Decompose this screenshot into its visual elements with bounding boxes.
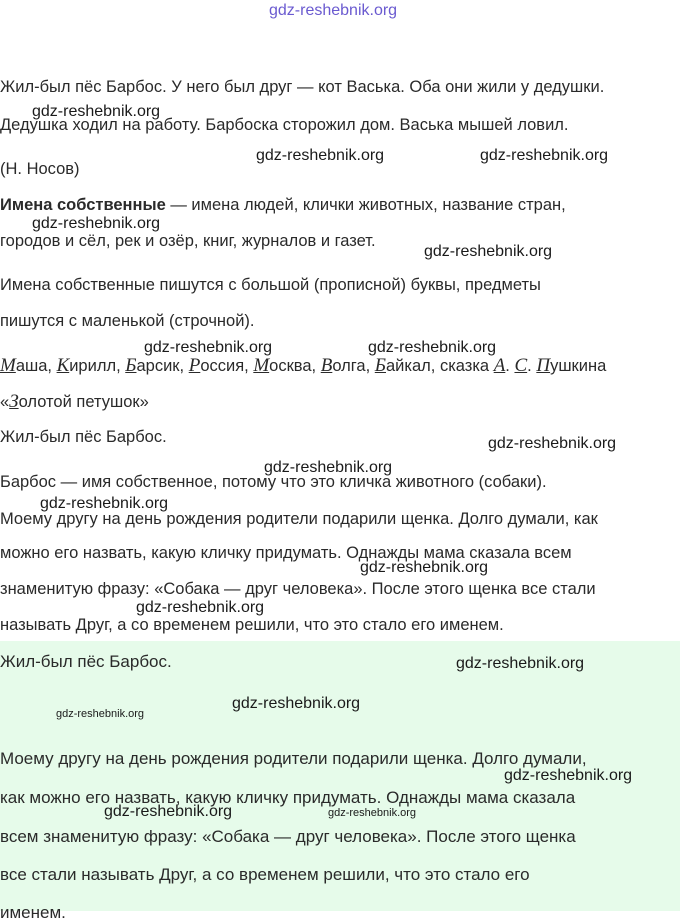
watermark: gdz-reshebnik.org bbox=[328, 807, 417, 819]
handwritten-capital: Р bbox=[188, 355, 201, 376]
text-line-12: Моему другу на день рождения родители подарили щенка. Долго думали, как bbox=[0, 510, 598, 528]
handwritten-capital: А bbox=[493, 355, 506, 376]
text-line-13: можно его назвать, какую кличку придумать. Однажды мама сказала всем bbox=[0, 544, 572, 562]
watermark: gdz-reshebnik.org bbox=[104, 803, 233, 820]
handwritten-capital: К bbox=[56, 355, 70, 376]
watermark: gdz-reshebnik.org bbox=[504, 767, 633, 784]
watermark: gdz-reshebnik.org bbox=[136, 599, 265, 616]
watermark: gdz-reshebnik.org bbox=[360, 559, 489, 576]
author-line: (Н. Носов) bbox=[0, 160, 80, 178]
watermark: gdz-reshebnik.org bbox=[256, 147, 385, 164]
watermark: gdz-reshebnik.org bbox=[368, 339, 497, 356]
answer-line-2: Моему другу на день рождения родители подарили щенка. Долго думали, bbox=[0, 749, 587, 768]
watermark: gdz-reshebnik.org bbox=[488, 435, 617, 452]
answer-line-3: как можно его назвать, какую кличку придумать. Однажды мама сказала bbox=[0, 788, 576, 807]
definition-term: Имена собственные bbox=[0, 196, 166, 214]
quote-open: « bbox=[0, 393, 10, 411]
answer-line-6: именем. bbox=[0, 903, 66, 922]
handwritten-capital: С bbox=[514, 355, 528, 376]
names-line-2 bbox=[0, 391, 149, 413]
watermark: gdz-reshebnik.org bbox=[264, 459, 393, 476]
handwritten-capital: М bbox=[0, 355, 16, 376]
names-fragment: ирилл, bbox=[69, 357, 126, 375]
names-fragment: ушкина bbox=[550, 357, 607, 375]
names-fragment: . bbox=[527, 357, 537, 375]
handwritten-capital: Б bbox=[125, 355, 137, 376]
watermark: gdz-reshebnik.org bbox=[32, 215, 161, 232]
answer-line-4: всем знаменитую фразу: «Собака — друг человека». После этого щенка bbox=[0, 827, 576, 846]
names-line bbox=[0, 355, 606, 377]
watermark: gdz-reshebnik.org bbox=[56, 708, 145, 720]
names-fragment: арсик, bbox=[136, 357, 189, 375]
text-line-15: называть Друг, а со временем решили, что это стало его именем. bbox=[0, 616, 504, 634]
names-fragment: . bbox=[505, 357, 515, 375]
names-fragment: осква, bbox=[269, 357, 321, 375]
handwritten-capital: В bbox=[320, 355, 333, 376]
names-fragment: оссия, bbox=[200, 357, 254, 375]
definition-line-2: городов и сёл, рек и озёр, книг, журналов и газет. bbox=[0, 232, 376, 250]
names-fragment: олга, bbox=[332, 357, 375, 375]
text-line-2: Дедушка ходил на работу. Барбоска сторожил дом. Васька мышей ловил. bbox=[0, 116, 569, 134]
definition-line-1 bbox=[0, 196, 566, 215]
watermark: gdz-reshebnik.org bbox=[424, 243, 553, 260]
names-fragment: аша, bbox=[15, 357, 57, 375]
definition-text: — имена людей, клички животных, название стран, bbox=[165, 196, 566, 214]
handwritten-capital: Б bbox=[374, 355, 386, 376]
watermark: gdz-reshebnik.org bbox=[232, 695, 361, 712]
rule-line-1: Имена собственные пишутся с большой (прописной) буквы, предметы bbox=[0, 276, 541, 294]
answer-line-5: все стали называть Друг, а со временем решили, что это стало его bbox=[0, 865, 530, 884]
rule-line-2: пишутся с маленькой (строчной). bbox=[0, 312, 255, 330]
text-line-11: Барбос — имя собственное, потому что это кличка животного (собаки). bbox=[0, 473, 547, 491]
text-line-14: знаменитую фразу: «Собака — друг человека». После этого щенка все стали bbox=[0, 580, 596, 598]
answer-line-1: Жил-был пёс Барбос. bbox=[0, 652, 172, 671]
names-fragment: айкал, сказка bbox=[386, 357, 494, 375]
header-watermark: gdz-reshebnik.org bbox=[269, 2, 398, 19]
watermark: gdz-reshebnik.org bbox=[144, 339, 273, 356]
watermark: gdz-reshebnik.org bbox=[32, 103, 161, 120]
watermark: gdz-reshebnik.org bbox=[40, 495, 169, 512]
text-line-1: Жил-был пёс Барбос. У него был друг — кот Васька. Оба они жили у дедушки. bbox=[0, 78, 605, 96]
handwritten-capital: М bbox=[253, 355, 270, 376]
handwritten-capital: П bbox=[536, 355, 551, 376]
watermark: gdz-reshebnik.org bbox=[480, 147, 609, 164]
watermark: gdz-reshebnik.org bbox=[456, 655, 585, 672]
text-line-10: Жил-был пёс Барбос. bbox=[0, 428, 167, 446]
names-fragment: олотой петушок» bbox=[18, 393, 149, 411]
handwritten-capital: З bbox=[9, 391, 19, 412]
